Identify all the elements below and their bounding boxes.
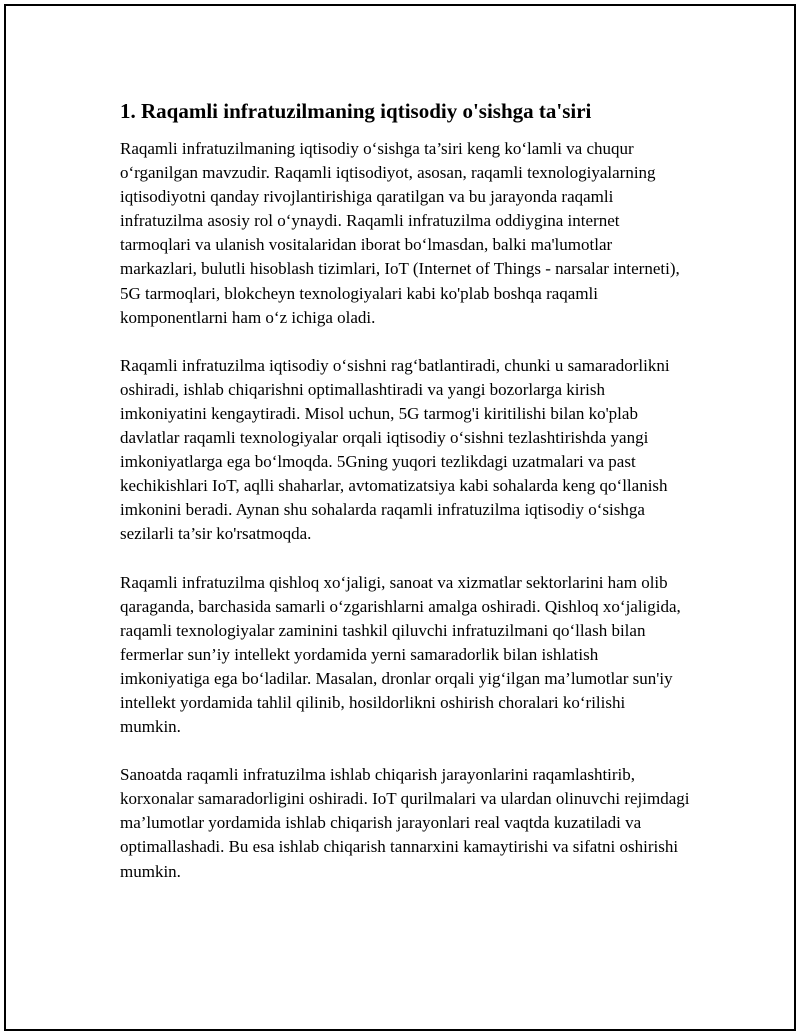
paragraph-3: Raqamli infratuzilma qishloq xo‘jaligi, sanoat va xizmatlar sektorlarini ham olib qaraganda, barchasida samarli o‘zgarishlarni amalga oshiradi. Qishloq xo‘jaligida, raqamli texnologiyalar zaminini tashkil qiluvchi infratuzilmani qo‘llash bilan fermerlar sun’iy intellekt yordamida yerni samaradorlik bilan ishlatish imkoniyatiga ega bo‘ladilar. Masalan, dronlar orqali yig‘ilgan ma’lumotlar sun'iy intellekt yordamida tahlil qilinib, hosildorlikni oshirish choralari ko‘rilishi mumkin. (120, 572, 681, 737)
paragraph-4: Sanoatda raqamli infratuzilma ishlab chiqarish jarayonlarini raqamlashtirib, korxonalar samaradorligini oshiradi. IoT qurilmalari va ulardan olinuvchi rejimdagi ma’lumotlar yordamida ishlab chiqarish jarayonlari real vaqtda kuzatiladi va optimallashadi. Bu esa ishlab chiqarish tannarxini kamaytirishi va sifatni oshirishi mumkin. (120, 765, 690, 881)
document-page (4, 4, 796, 1031)
document-content (120, 97, 690, 908)
paragraph-1: Raqamli infratuzilmaning iqtisodiy o‘sishga ta’siri keng ko‘lamli va chuqur o‘rganilgan mavzudir. Raqamli iqtisodiyot, asosan, raqamli texnologiyalarning iqtisodiyotni qanday rivojlantirishiga qaratilgan va bu jarayonda raqamli infratuzilma asosiy rol o‘ynaydi. Raqamli infratuzilma oddiygina internet tarmoqlari va ulanish vositalaridan iborat bo‘lmasdan, balki ma'lumotlar markazlari, bulutli hisoblash tizimlari, IoT (Internet of Things - narsalar interneti), 5G tarmoqlari, blokcheyn texnologiyalari kabi ko'plab boshqa raqamli komponentlarni ham o‘z ichiga oladi. (120, 139, 680, 327)
paragraph-2: Raqamli infratuzilma iqtisodiy o‘sishni rag‘batlantiradi, chunki u samaradorlikni oshiradi, ishlab chiqarishni optimallashtiradi va yangi bozorlarga kirish imkoniyatini kengaytiradi. Misol uchun, 5G tarmog'i kiritilishi bilan ko'plab davlatlar raqamli texnologiyalar orqali iqtisodiy o‘sishni tezlashtirishda yangi imkoniyatlarga ega bo‘lmoqda. 5Gning yuqori tezlikdagi uzatmalari va past kechikishlari IoT, aqlli shaharlar, avtomatizatsiya kabi sohalarda keng qo‘llanish imkonini beradi. Aynan shu sohalarda raqamli infratuzilma iqtisodiy o‘sishga sezilarli ta’sir ko'rsatmoqda. (120, 355, 670, 544)
section-heading: 1. Raqamli infratuzilmaning iqtisodiy o'sishga ta'siri (120, 99, 592, 123)
